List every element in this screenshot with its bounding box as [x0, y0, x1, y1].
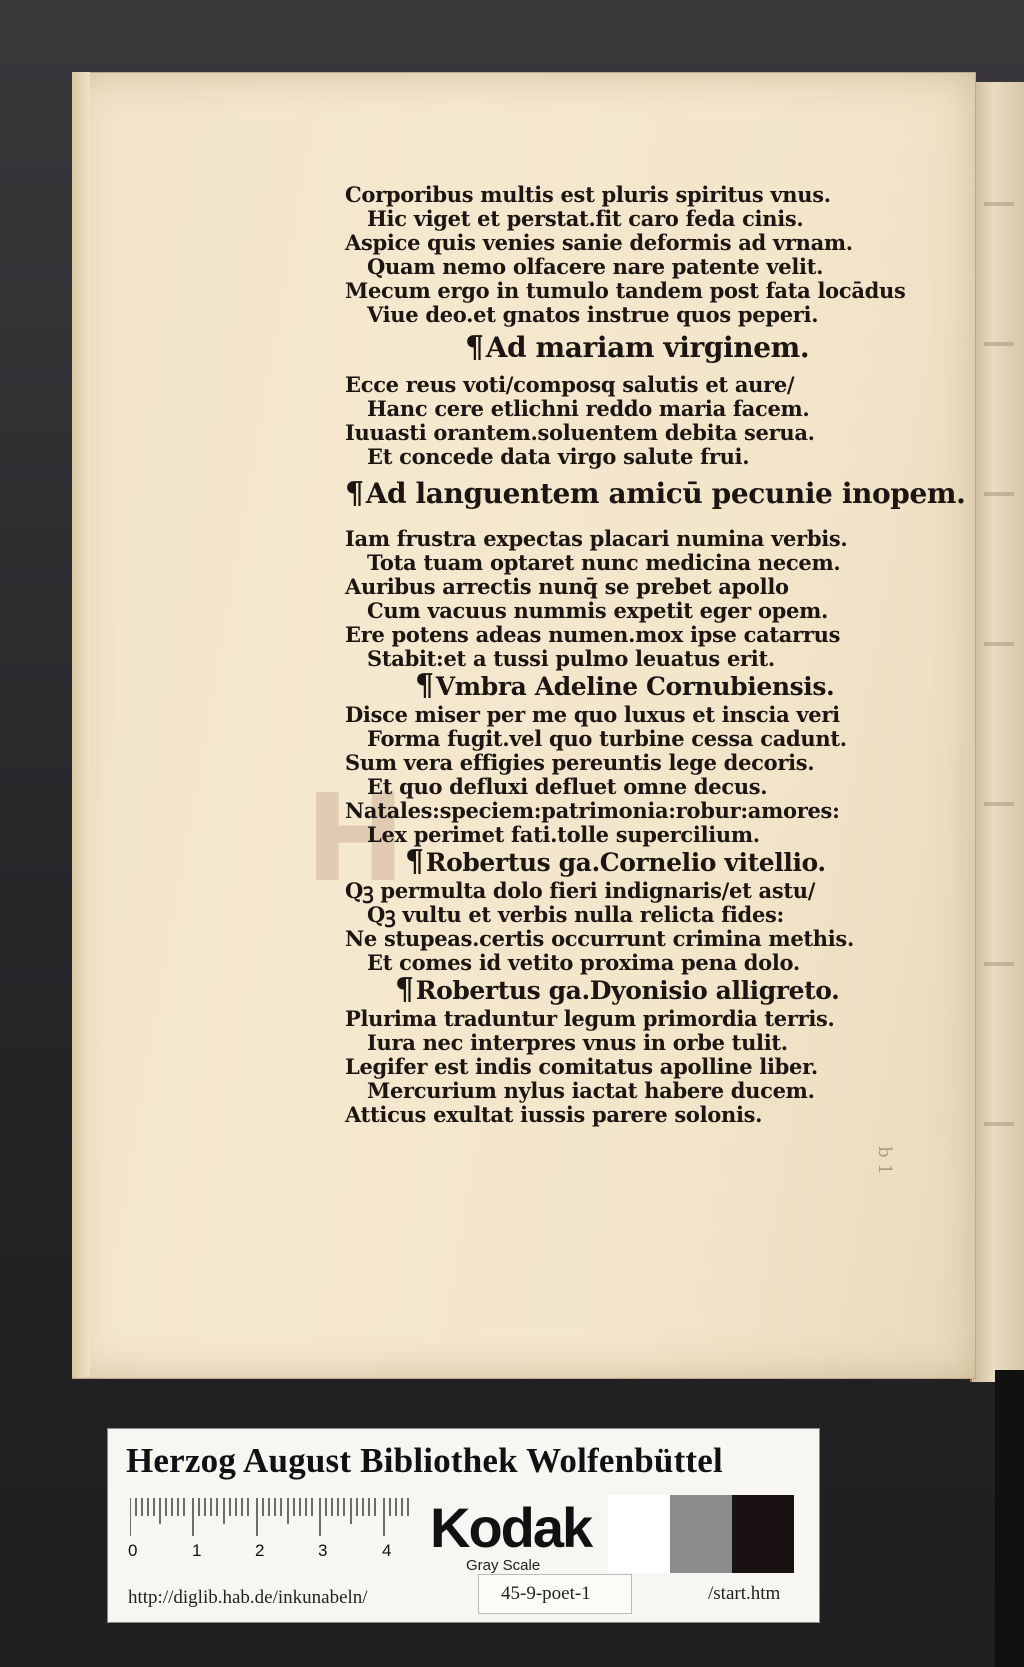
- pilcrow-icon: ¶: [395, 972, 414, 1007]
- text-line: Forma fugit.vel quo turbine cessa cadunt.: [367, 726, 847, 751]
- pilcrow-icon: ¶: [405, 844, 424, 879]
- text-line: Disce miser per me quo luxus et inscia veri: [345, 702, 840, 727]
- text-line: Qꝫ permulta dolo fieri indignaris/et astu/: [345, 878, 816, 903]
- heading-robertus-cornelio: [345, 844, 905, 879]
- text-line: Aspice quis venies sanie deformis ad vrnam.: [345, 230, 853, 255]
- ruler-number: 1: [192, 1541, 202, 1560]
- pilcrow-icon: ¶: [415, 668, 434, 703]
- heading-text: Ad mariam virginem.: [485, 331, 810, 364]
- margin-mark: b 1: [873, 1146, 895, 1175]
- text-line: Corporibus multis est pluris spiritus vnus.: [345, 182, 831, 207]
- text-line: Iuuasti orantem.soluentem debita serua.: [345, 420, 815, 445]
- heading-text: Ad languentem amicū pecunie inopem.: [365, 477, 966, 510]
- text-line: Quam nemo olfacere nare patente velit.: [367, 254, 824, 279]
- book-clamp: [995, 1370, 1024, 1667]
- text-line: Sum vera effigies pereuntis lege decoris.: [345, 750, 815, 775]
- page-stack-edge: [970, 82, 1024, 1382]
- ruler-number: 2: [255, 1541, 265, 1560]
- poem-2: [345, 373, 905, 469]
- poem-4: [345, 703, 905, 847]
- gray-patch-mid: [670, 1495, 732, 1573]
- text-line: Ne stupeas.certis occurrunt crimina methis.: [345, 926, 854, 951]
- leaf-edge: [72, 72, 90, 1377]
- brand-name: Kodak: [430, 1496, 592, 1559]
- pilcrow-icon: ¶: [345, 476, 364, 511]
- text-line: Ecce reus voti/composq salutis et aure/: [345, 372, 795, 397]
- text-line: Et comes id vetito proxima pena dolo.: [367, 950, 800, 975]
- heading-umbra: [345, 668, 905, 703]
- text-line: Iam frustra expectas placari numina verbis.: [345, 526, 848, 551]
- ruler-number: 4: [382, 1541, 392, 1560]
- text-line: Lex perimet fati.tolle supercilium.: [367, 822, 760, 847]
- library-title: Herzog August Bibliothek Wolfenbüttel: [126, 1441, 723, 1480]
- gray-patch-white: [608, 1495, 670, 1573]
- text-line: Mecum ergo in tumulo tandem post fata locādus: [345, 278, 906, 303]
- shelfmark: 45-9-poet-1: [501, 1583, 591, 1604]
- text-line: Ere potens adeas numen.mox ipse catarrus: [345, 622, 841, 647]
- poem-6: [345, 1007, 905, 1127]
- text-line: Iura nec interpres vnus in orbe tulit.: [367, 1030, 788, 1055]
- poem-3: [345, 527, 905, 671]
- poem-5: [345, 879, 905, 975]
- gray-patch-black: [732, 1495, 794, 1573]
- text-line: Tota tuam optaret nunc medicina necem.: [367, 550, 841, 575]
- text-line: Natales:speciem:patrimonia:robur:amores:: [345, 798, 840, 823]
- text-line: Et quo defluxi defluet omne decus.: [367, 774, 768, 799]
- text-line: Cum vacuus nummis expetit eger opem.: [367, 598, 829, 623]
- text-line: Auribus arrectis nunq̄ se prebet apollo: [345, 574, 789, 599]
- color-target-card: [107, 1428, 820, 1623]
- heading-text: Robertus ga.Dyonisio alligreto.: [415, 976, 840, 1005]
- heading-text: Vmbra Adeline Cornubiensis.: [435, 672, 835, 701]
- text-line: Stabit:et a tussi pulmo leuatus erit.: [367, 646, 775, 671]
- text-line: Plurima traduntur legum primordia terris.: [345, 1006, 835, 1031]
- text-line: Hic viget et perstat.fit caro feda cinis.: [367, 206, 804, 231]
- shelfmark-box: [478, 1574, 632, 1614]
- heading-text: Robertus ga.Cornelio vitellio.: [425, 848, 826, 877]
- pilcrow-icon: ¶: [465, 330, 484, 365]
- heading-robertus-dyonisio: [345, 972, 905, 1007]
- poem-1: [345, 183, 905, 327]
- text-line: Et concede data virgo salute frui.: [367, 444, 750, 469]
- text-line: Hanc cere etlichni reddo maria facem.: [367, 396, 810, 421]
- start-path: /start.htm: [708, 1583, 781, 1604]
- watermark: H: [305, 770, 406, 909]
- ruler-number: 3: [318, 1541, 328, 1560]
- text-line: Atticus exultat iussis parere solonis.: [345, 1102, 763, 1127]
- ruler-number: 0: [128, 1541, 138, 1560]
- printed-text: [345, 182, 966, 1127]
- heading-ad-mariam: [345, 327, 905, 373]
- text-line: Mercurium nylus iactat habere ducem.: [367, 1078, 815, 1103]
- text-line: Legifer est indis comitatus apolline liber.: [345, 1054, 818, 1079]
- text-line: Viue deo.et gnatos instrue quos peperi.: [367, 302, 819, 327]
- brand-subtitle: Gray Scale: [466, 1557, 541, 1574]
- ruler: [130, 1498, 412, 1538]
- source-url: http://diglib.hab.de/inkunabeln/: [128, 1587, 368, 1608]
- heading-ad-languentem: [345, 469, 966, 527]
- text-line: Qꝫ vultu et verbis nulla relicta fides:: [367, 902, 784, 927]
- kodak-logo: [426, 1495, 606, 1577]
